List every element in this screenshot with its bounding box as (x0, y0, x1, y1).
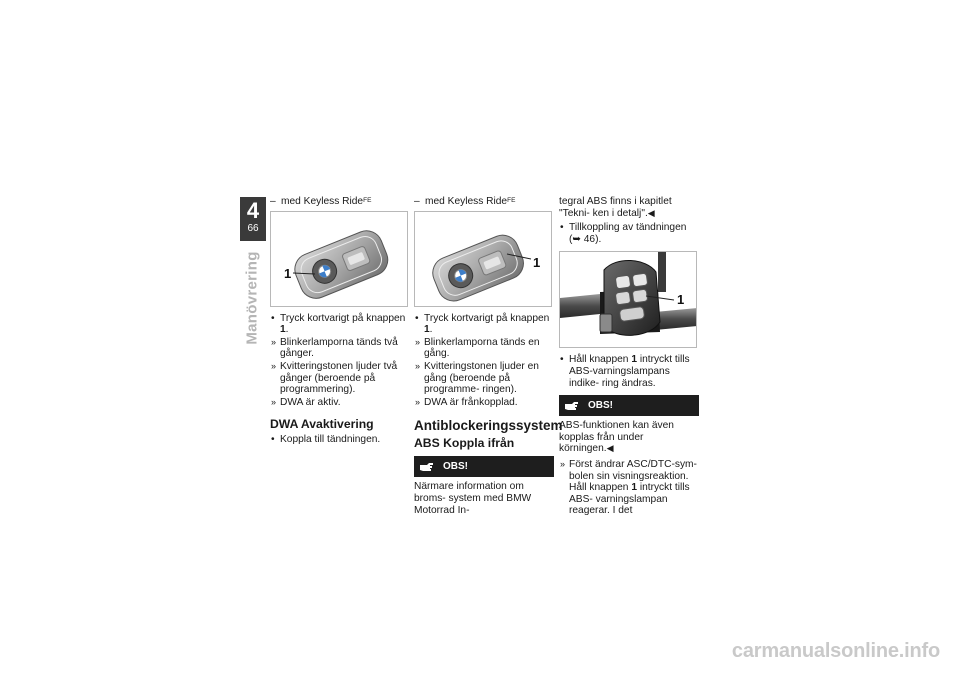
result-item: » Kvitteringstonen ljuder en gång (beroende på programme- ringen). (415, 360, 539, 396)
page-number: 66 (247, 223, 259, 234)
step-press-button: • Tryck kortvarigt på knappen 1. (271, 312, 406, 336)
column-3 (559, 196, 699, 518)
callout-1: 1 (677, 292, 685, 308)
result-arrow-icon: » (415, 360, 421, 371)
result-item: » Blinkerlamporna tänds två gånger. (271, 336, 398, 360)
chapter-title-vertical (232, 248, 272, 348)
key-fob-figure (270, 211, 408, 307)
result-arrow-icon: » (560, 458, 566, 469)
bullet-dot: • (271, 312, 275, 324)
step-ignition-on: • Koppla till tändningen. (271, 434, 381, 446)
chapter-title: Manövrering (243, 251, 261, 345)
note-banner: OBS! (559, 395, 699, 416)
callout-1: 1 (533, 254, 541, 270)
note-text: Närmare information om broms- system med BMW Motorrad In- (414, 481, 532, 516)
handlebar-switch-figure (559, 251, 697, 348)
bullet-dot: • (271, 434, 275, 446)
end-triangle-icon: ◀ (606, 443, 614, 454)
bullet-dot: • (415, 312, 419, 324)
sub-heading: ABS Koppla ifrån (414, 436, 515, 451)
chapter-tab (240, 197, 266, 241)
variant-label: – med Keyless Ride$^{FE}$ (414, 196, 516, 207)
result-arrow-icon: » (271, 396, 277, 407)
pointing-hand-icon (565, 400, 579, 412)
result-arrow-icon: » (415, 336, 421, 347)
watermark: carmanualsonline.info (731, 640, 940, 662)
section-heading: DWA Avaktivering (270, 417, 374, 432)
callout-1: 1 (284, 265, 292, 281)
key-fob-figure (414, 211, 552, 307)
result-arrow-icon: » (415, 396, 421, 407)
pointing-hand-icon (420, 461, 434, 473)
note-banner: OBS! (414, 456, 554, 477)
column-1 (270, 196, 410, 447)
chapter-number: 4 (246, 198, 260, 223)
result-item: » Blinkerlamporna tänds en gång. (415, 336, 540, 360)
column-2 (414, 196, 563, 518)
bullet-dot: • (560, 222, 564, 234)
result-item: » DWA är aktiv. (271, 396, 341, 408)
step-hold-button: • Håll knappen 1 intryckt tills ABS-varningslampans indike- ring ändras. (560, 354, 690, 389)
result-item: » Kvitteringstonen ljuder två gånger (beroende på programmering). (271, 360, 398, 396)
result-item: » DWA är frånkopplad. (415, 396, 518, 408)
intro-text: tegral ABS finns i kapitlet "Tekni- ken i detalj".◀ (559, 196, 672, 219)
dash-icon: – (270, 196, 276, 207)
end-triangle-icon: ◀ (647, 207, 655, 218)
dash-icon: – (414, 196, 420, 207)
step-press-button: • Tryck kortvarigt på knappen 1. (415, 312, 550, 336)
section-heading: Antiblockeringssystem (414, 418, 563, 434)
variant-label: – med Keyless Ride$^{FE}$ (270, 196, 372, 207)
result-arrow-icon: » (271, 336, 277, 347)
step-ignition-on: • Tillkoppling av tändningen (➥ 46). (560, 222, 687, 245)
result-item: » Först ändrar ASC/DTC-sym- bolen sin visningsreaktion. Håll knappen 1 intryckt tills ABS- varningslampan reagerar. I det (560, 458, 697, 517)
bullet-dot: • (560, 354, 564, 366)
result-arrow-icon: » (271, 360, 277, 371)
note-text: ABS-funktionen kan även kopplas från under körningen.◀ (559, 420, 674, 455)
